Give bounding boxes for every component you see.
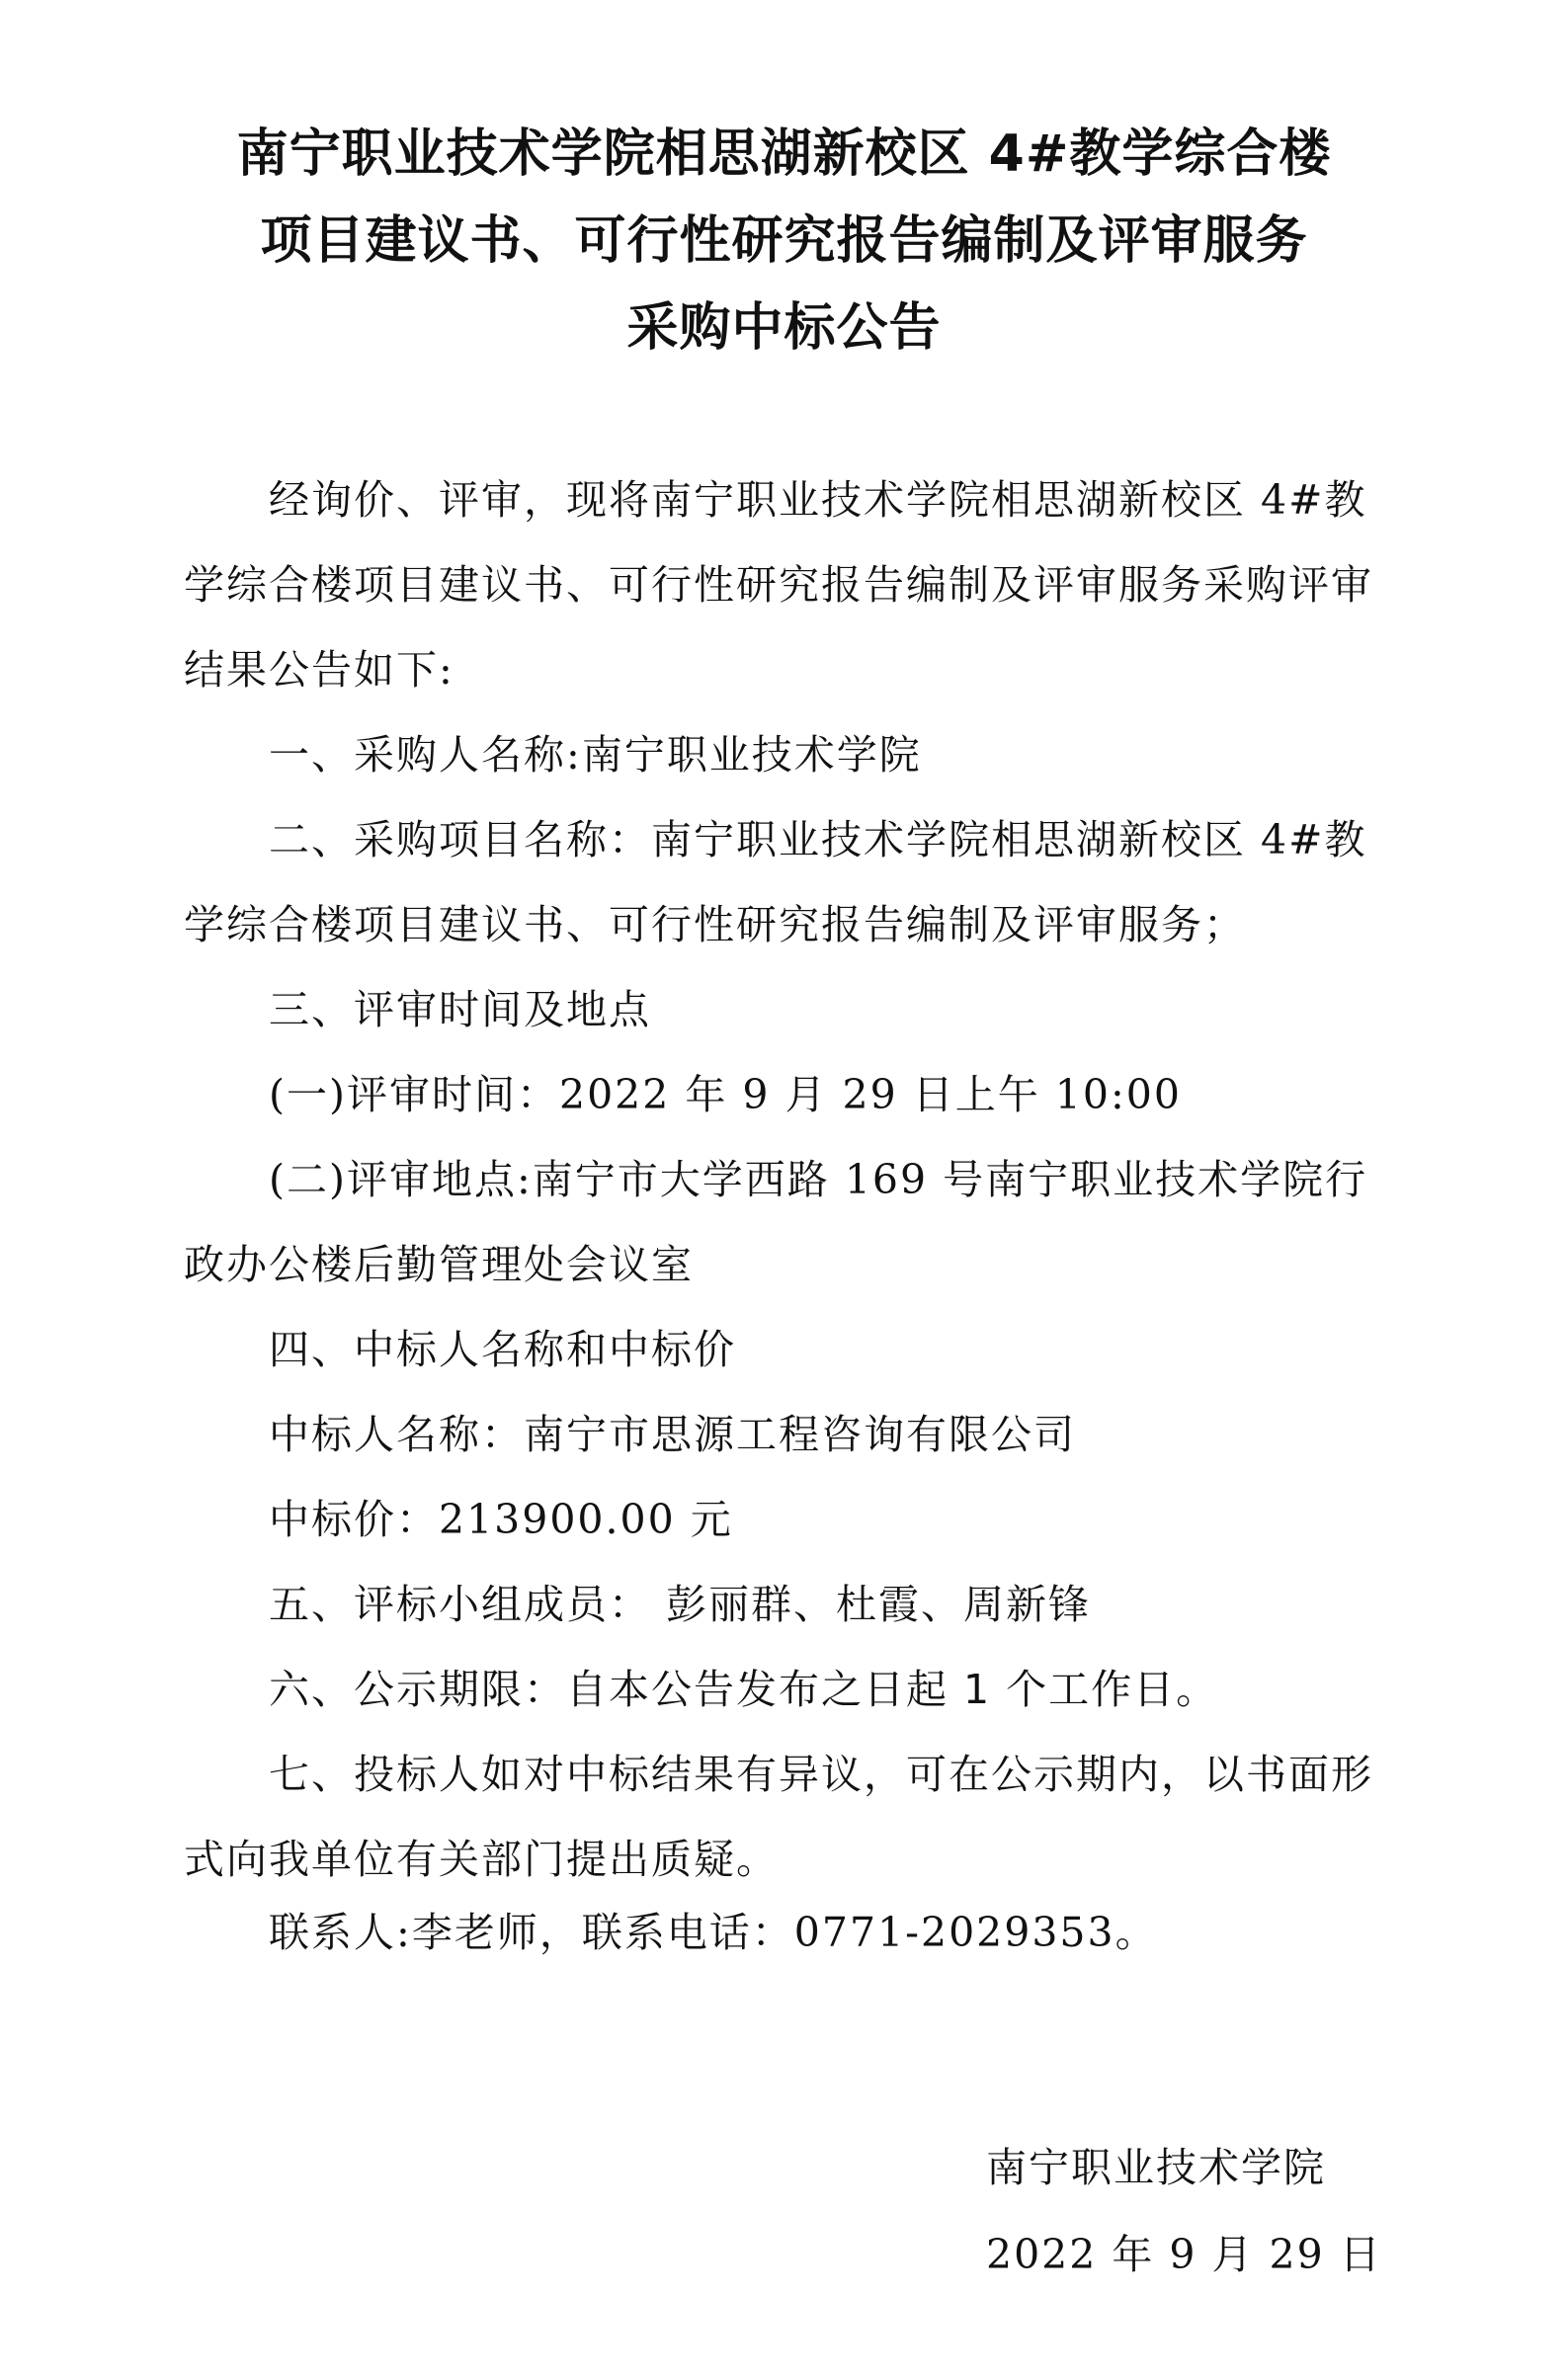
review-place-paragraph: (二)评审地点:南宁市大学西路 169 号南宁职业技术学院行政办公楼后勤管理处会议室 bbox=[184, 1156, 1368, 1288]
announcement-title bbox=[148, 111, 1420, 371]
purchaser-line: 一、采购人名称:南宁职业技术学院 bbox=[269, 731, 922, 779]
panel-members-line: 五、评标小组成员： 彭丽群、杜霞、周新锋 bbox=[269, 1581, 1092, 1628]
objection-paragraph: 七、投标人如对中标结果有异议，可在公示期内，以书面形式向我单位有关部门提出质疑。 bbox=[184, 1751, 1373, 1883]
publicity-period-line: 六、公示期限：自本公告发布之日起 1 个工作日。 bbox=[269, 1666, 1219, 1713]
title-line-2: 项目建议书、可行性研究报告编制及评审服务 bbox=[260, 211, 1308, 271]
winner-price-line: 中标价：213900.00 元 bbox=[269, 1496, 733, 1543]
announcement-body bbox=[184, 457, 1404, 1975]
review-heading: 三、评审时间及地点 bbox=[269, 986, 651, 1033]
signature-org: 南宁职业技术学院 bbox=[986, 2144, 1326, 2191]
winner-name-line: 中标人名称：南宁市思源工程咨询有限公司 bbox=[269, 1411, 1076, 1458]
project-name-paragraph: 二、采购项目名称：南宁职业技术学院相思湖新校区 4#教学综合楼项目建议书、可行性研究报告编制及评审服务； bbox=[184, 816, 1367, 948]
signature-date: 2022 年 9 月 29 日 bbox=[986, 2231, 1382, 2278]
title-line-3: 采购中标公告 bbox=[626, 298, 942, 358]
signature-block bbox=[986, 2124, 1382, 2298]
review-time-line: (一)评审时间：2022 年 9 月 29 日上午 10:00 bbox=[269, 1071, 1182, 1118]
title-line-1: 南宁职业技术学院相思湖新校区 4#教学综合楼 bbox=[236, 124, 1332, 184]
intro-paragraph: 经询价、评审，现将南宁职业技术学院相思湖新校区 4#教学综合楼项目建议书、可行性研究报告编制及评审服务采购评审结果公告如下: bbox=[184, 476, 1373, 694]
contact-line: 联系人:李老师，联系电话：0771-2029353。 bbox=[269, 1909, 1158, 1956]
winner-heading: 四、中标人名称和中标价 bbox=[269, 1326, 736, 1373]
